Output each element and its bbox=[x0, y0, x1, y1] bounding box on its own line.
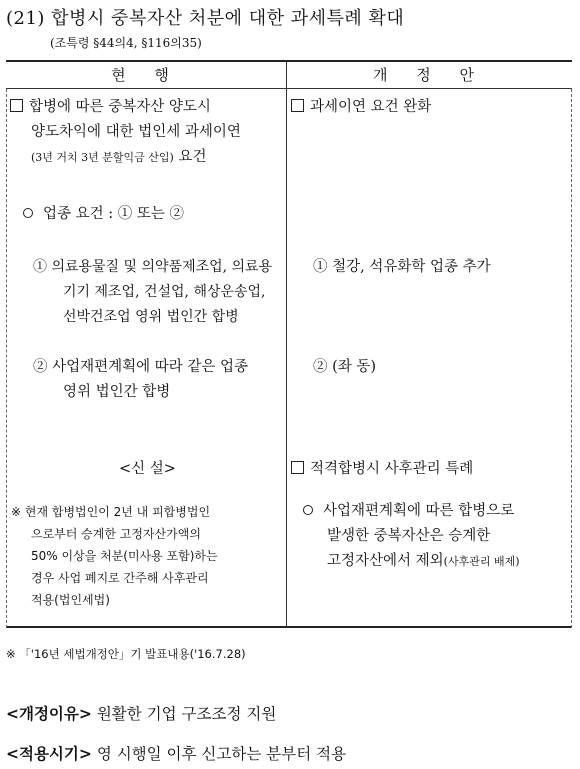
current-item-2-text: 업종 요건 : ① 또는 ② bbox=[43, 206, 184, 222]
proposed-item-5-note: (사후관리 배제) bbox=[443, 555, 520, 568]
proposed-item-5-line-3-text: 고정자산에서 제외 bbox=[327, 553, 444, 569]
proposed-item-4-text: 적격합병시 사후관리 특례 bbox=[310, 461, 474, 477]
timing-label: <적용시기> bbox=[6, 744, 92, 763]
current-item-2 bbox=[23, 202, 285, 227]
proposed-column bbox=[287, 89, 572, 628]
current-item-4-line-2: 영위 법인간 합병 bbox=[63, 384, 171, 400]
current-item-1-line-2: 양도차익에 대한 법인세 과세이연 bbox=[31, 124, 241, 140]
header-proposed: 개 정 안 bbox=[372, 66, 486, 84]
amendment-reason bbox=[6, 702, 276, 724]
current-item-1-line-3 bbox=[10, 145, 286, 170]
checkbox-square-icon bbox=[10, 99, 23, 112]
current-note-line-1: ※ 현재 합병법인이 2년 내 피합병법인 bbox=[11, 505, 211, 519]
current-note bbox=[11, 501, 287, 611]
checkbox-square-icon bbox=[291, 461, 304, 474]
reason-text: 원활한 기업 구조조정 지원 bbox=[96, 705, 277, 723]
current-column bbox=[6, 89, 287, 628]
current-item-1-tail: 요건 bbox=[178, 149, 207, 165]
reason-label: <개정이유> bbox=[6, 704, 92, 723]
effective-date bbox=[6, 742, 346, 764]
comparison-table bbox=[6, 60, 572, 628]
current-note-line-2: 으로부터 승계한 고정자산가액의 bbox=[31, 527, 201, 541]
header-current: 현 행 bbox=[6, 62, 287, 88]
timing-text: 영 시행일 이후 신고하는 분부터 적용 bbox=[96, 745, 347, 763]
current-note-line-4: 경우 사업 폐지로 간주해 사후관리 bbox=[31, 571, 209, 585]
current-note-line-3: 50% 이상을 처분(미사용 포함)하는 bbox=[31, 549, 218, 563]
table-header bbox=[6, 62, 572, 89]
footnote: ※ 「'16년 세법개정안」기 발표내용('16.7.28) bbox=[6, 647, 246, 661]
proposed-item-5-line-2: 발생한 중복자산은 승계한 bbox=[327, 528, 491, 544]
current-item-1 bbox=[10, 95, 286, 170]
proposed-item-1-text: 과세이연 요건 완화 bbox=[310, 99, 432, 115]
current-note-line-5: 적용(법인세법) bbox=[31, 593, 110, 607]
bullet-circle-icon bbox=[23, 208, 33, 218]
current-item-4-line-1: ② 사업재편계획에 따라 같은 업종 bbox=[33, 359, 249, 375]
current-item-4 bbox=[33, 355, 288, 405]
legal-reference: (조특령 §44의4, §116의35) bbox=[50, 36, 202, 50]
current-item-1-note: (3년 거치 3년 분할익금 산입) bbox=[31, 151, 174, 164]
current-item-3 bbox=[33, 255, 288, 330]
bullet-circle-icon bbox=[303, 505, 313, 515]
current-item-3-line-1: ① 의료용물질 및 의약품제조업, 의료용 bbox=[33, 259, 273, 275]
proposed-item-5-line-3 bbox=[303, 549, 571, 574]
current-item-3-line-2: 기기 제조업, 건설업, 해상운송업, bbox=[63, 284, 266, 300]
proposed-item-5 bbox=[303, 499, 571, 574]
proposed-item-5-line-1: 사업재편계획에 따른 합병으로 bbox=[323, 503, 515, 519]
proposed-item-3: ② (좌 동) bbox=[313, 359, 377, 375]
proposed-item-1 bbox=[291, 95, 569, 120]
proposed-item-4 bbox=[291, 457, 569, 482]
current-item-3-line-3: 선박건조업 영위 법인간 합병 bbox=[63, 309, 239, 325]
checkbox-square-icon bbox=[291, 99, 304, 112]
current-item-1-line-1: 합병에 따른 중복자산 양도시 bbox=[29, 99, 211, 115]
section-title: (21) 합병시 중복자산 처분에 대한 과세특례 확대 bbox=[6, 8, 405, 29]
current-new-placeholder: <신 설> bbox=[119, 461, 176, 477]
proposed-item-2: ① 철강, 석유화학 업종 추가 bbox=[313, 259, 491, 275]
